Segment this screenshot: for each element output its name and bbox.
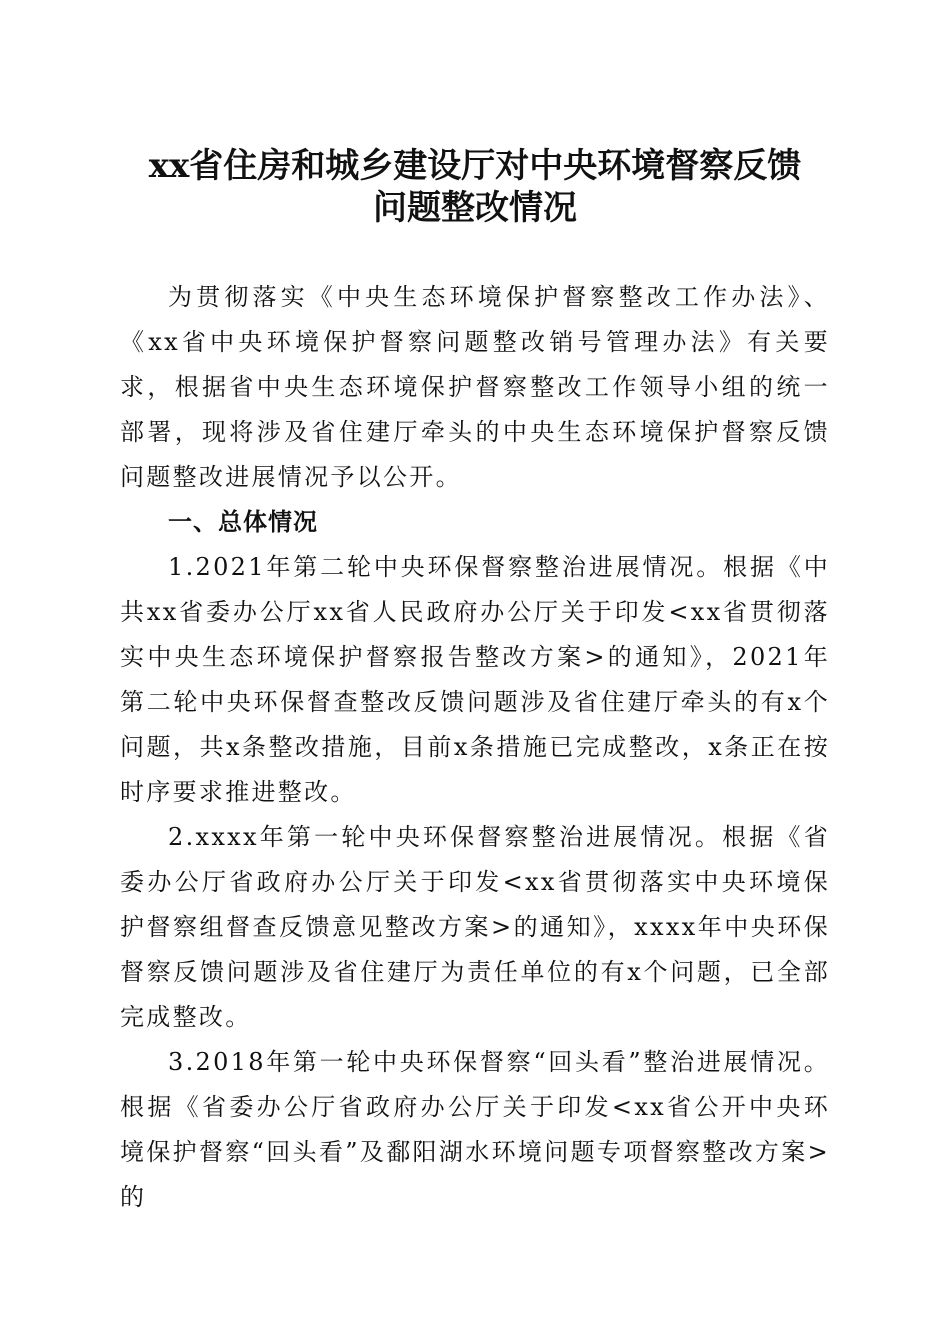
item-paragraph-1: 1.2021年第二轮中央环保督察整治进展情况。根据《中共xx省委办公厅xx省人民政府办公厅关于印发<xx省贯彻落实中央生态环境保护督察报告整改方案>的通知》，2021年第二轮中央环保督查整改反馈问题涉及省住建厅牵头的有x个问题，共x条整改措施，目前x条措施已完成整改，x条正在按时序要求推进整改。 — [120, 553, 830, 806]
section-heading-overall: 一、总体情况 — [168, 508, 318, 536]
intro-paragraph: 为贯彻落实《中央生态环境保护督察整改工作办法》、《xx省中央环境保护督察问题整改销号管理办法》有关要求，根据省中央生态环境保护督察整改工作领导小组的统一部署，现将涉及省住建厅牵头的中央生态环境保护督察反馈问题整改进展情况予以公开。 — [120, 283, 830, 491]
document-body — [120, 275, 830, 1220]
document-title-line-1: xx省住房和城乡建设厅对中央环境督察反馈 — [148, 146, 802, 186]
item-paragraph-3: 3.2018年第一轮中央环保督察“回头看”整治进展情况。根据《省委办公厅省政府办公厅关于印发<xx省公开中央环境保护督察“回头看”及鄱阳湖水环境问题专项督察整改方案>的 — [120, 1048, 830, 1211]
document-title-line-2: 问题整改情况 — [373, 188, 577, 228]
item-paragraph-2: 2.xxxx年第一轮中央环保督察整治进展情况。根据《省委办公厅省政府办公厅关于印发<xx省贯彻落实中央环境保护督察组督查反馈意见整改方案>的通知》，xxxx年中央环保督察反馈问题涉及省住建厅为责任单位的有x个问题，已全部完成整改。 — [120, 823, 830, 1031]
